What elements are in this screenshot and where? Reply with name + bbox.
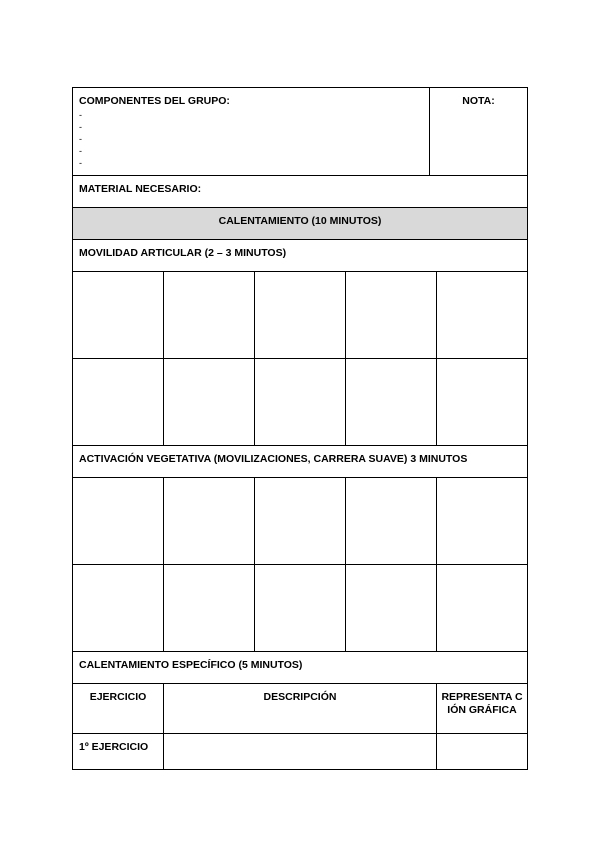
- exercise-name: 1º EJERCICIO: [79, 741, 149, 753]
- exercise-row: [72, 734, 528, 770]
- drawing-cell: [164, 478, 255, 564]
- warmup-title: CALENTAMIENTO (10 MINUTOS): [218, 215, 382, 227]
- drawing-cell: [255, 272, 346, 358]
- graphic-col-header: [437, 684, 527, 733]
- drawing-cell: [73, 478, 164, 564]
- drawing-cell: [437, 359, 527, 445]
- graphic-col-label: REPRESENTA CIÓN GRÁFICA: [441, 691, 523, 716]
- drawing-cell: [164, 272, 255, 358]
- drawing-cell: [73, 359, 164, 445]
- joint-mobility-label: MOVILIDAD ARTICULAR (2 – 3 MINUTOS): [79, 247, 287, 259]
- joint-mobility-row: [72, 240, 528, 272]
- drawing-cell: [73, 272, 164, 358]
- drawing-cell: [255, 359, 346, 445]
- drawing-cell: [346, 478, 437, 564]
- exercise-name-cell: [73, 734, 164, 769]
- drawing-cell: [437, 272, 527, 358]
- member-dash: -: [79, 146, 82, 156]
- drawing-cell: [164, 565, 255, 651]
- group-members-list: [79, 109, 82, 169]
- header-row: [72, 87, 528, 176]
- group-components-label: COMPONENTES DEL GRUPO:: [79, 95, 230, 107]
- member-dash: -: [79, 122, 82, 132]
- joint-mobility-grid-row: [72, 272, 528, 359]
- vegetative-row: [72, 446, 528, 478]
- drawing-cell: [437, 478, 527, 564]
- drawing-cell: [346, 359, 437, 445]
- specific-warmup-label: CALENTAMIENTO ESPECÍFICO (5 MINUTOS): [79, 659, 303, 671]
- joint-mobility-grid-row: [72, 359, 528, 446]
- vegetative-grid-row: [72, 478, 528, 565]
- drawing-cell: [164, 359, 255, 445]
- vegetative-grid-row: [72, 565, 528, 652]
- description-col-header: [164, 684, 437, 733]
- group-components-cell: [73, 88, 430, 175]
- specific-warmup-row: [72, 652, 528, 684]
- vegetative-label: ACTIVACIÓN VEGETATIVA (MOVILIZACIONES, CARRERA SUAVE) 3 MINUTOS: [79, 453, 468, 465]
- drawing-cell: [346, 272, 437, 358]
- drawing-cell: [255, 565, 346, 651]
- drawing-cell: [437, 565, 527, 651]
- member-dash: -: [79, 134, 82, 144]
- material-row: [72, 176, 528, 208]
- grade-cell: [430, 88, 527, 175]
- material-label: MATERIAL NECESARIO:: [79, 183, 202, 195]
- exercise-table-header: [72, 684, 528, 734]
- grade-label: NOTA:: [462, 95, 495, 107]
- drawing-cell: [73, 565, 164, 651]
- exercise-graphic-cell: [437, 734, 527, 769]
- exercise-col-label: EJERCICIO: [89, 691, 147, 703]
- member-dash: -: [79, 158, 82, 168]
- drawing-cell: [255, 478, 346, 564]
- exercise-col-header: [73, 684, 164, 733]
- warmup-band: [72, 208, 528, 240]
- drawing-cell: [346, 565, 437, 651]
- member-dash: -: [79, 110, 82, 120]
- description-col-label: DESCRIPCIÓN: [263, 691, 337, 703]
- worksheet: [72, 87, 528, 770]
- exercise-description-cell: [164, 734, 437, 769]
